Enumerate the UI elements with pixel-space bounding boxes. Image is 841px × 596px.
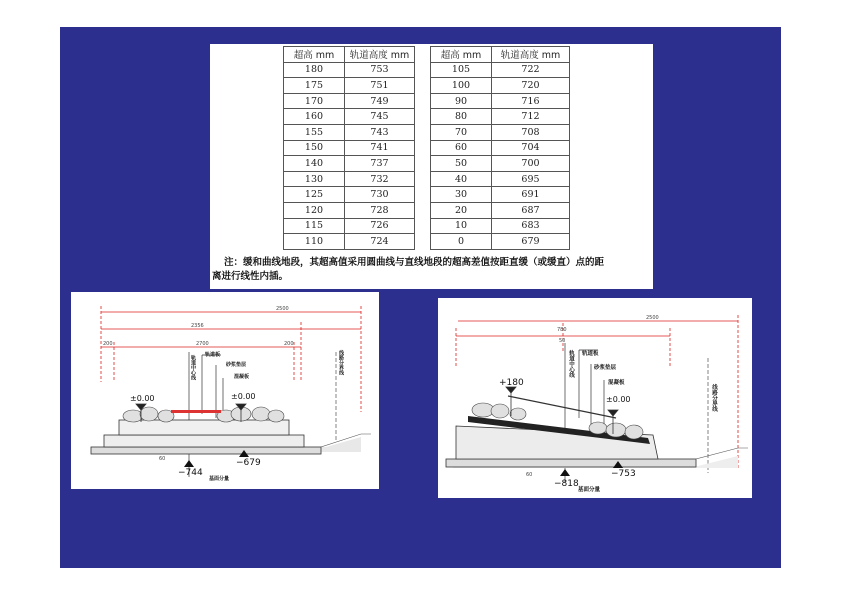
col-header-track-height: 轨道高度 mm [492,47,570,63]
roadbed [446,459,696,467]
dim-width-label: 2356 [191,323,204,329]
note-line-2: 离进行线性内插。 [212,271,289,282]
col-header-track-height: 轨道高度 mm [345,47,415,63]
table-row [431,218,570,234]
cell-track-height: 704 [492,140,570,156]
cell-superelevation: 80 [431,109,492,125]
label-edge: 线路分界线 [338,350,344,375]
table-row [284,93,415,109]
height-table-right [430,46,570,250]
small-dim: 60 [526,472,533,478]
elev-right: ±0.00 [231,392,256,401]
label-concrete: 混凝板 [234,374,250,380]
dim-side-left-label: 200 [103,341,113,347]
table-row [431,124,570,140]
label-center: 轨道中心线 [568,350,574,378]
note-line-1: 注：缓和曲线地段，其超高值采用圆曲线与直线地段的超高差值按距直缓（或缓直）点的距 [224,257,605,268]
track-slab [119,420,289,435]
elev-bottom-right: −753 [611,469,636,479]
label-edge: 线路分界线 [711,384,717,412]
cell-track-height: 691 [492,187,570,203]
cell-superelevation: 140 [284,156,345,172]
table-row [431,93,570,109]
label-pad: 轨道板 [205,352,221,358]
cell-track-height: 695 [492,171,570,187]
dim-small-label: 50 [559,338,566,344]
small-dim: 60 [159,456,166,462]
table-row [284,234,415,250]
dim-inner-label: 2700 [196,341,209,347]
table-row [431,78,570,94]
cell-track-height: 728 [345,202,415,218]
table-row [284,187,415,203]
elev-bottom-center: −744 [178,468,203,478]
elev-bottom-right: −679 [236,458,261,468]
table-row [284,156,415,172]
cell-track-height: 745 [345,109,415,125]
cell-track-height: 687 [492,202,570,218]
cross-section-superelevated [438,298,752,498]
table-row [284,109,415,125]
cell-superelevation: 0 [431,234,492,250]
label-concrete: 混凝板 [608,380,625,386]
cell-track-height: 741 [345,140,415,156]
cell-superelevation: 120 [284,202,345,218]
dim-total-label: 2500 [646,315,659,321]
table-row [431,171,570,187]
label-base: 基面分量 [209,476,230,482]
elev-bottom-center: −818 [554,479,579,489]
cell-superelevation: 110 [284,234,345,250]
table-row [431,187,570,203]
table-row [431,156,570,172]
table-panel [210,44,653,289]
cell-superelevation: 130 [284,171,345,187]
table-row [284,171,415,187]
cell-superelevation: 160 [284,109,345,125]
dim-total-label: 2500 [276,306,289,312]
interpolation-note [210,256,653,284]
cell-superelevation: 100 [431,78,492,94]
cell-superelevation: 50 [431,156,492,172]
cell-superelevation: 170 [284,93,345,109]
cell-track-height: 712 [492,109,570,125]
cell-superelevation: 115 [284,218,345,234]
label-mortar: 砂浆垫层 [226,362,247,368]
cell-track-height: 730 [345,187,415,203]
cell-superelevation: 105 [431,62,492,78]
cell-superelevation: 70 [431,124,492,140]
dim-center-label: 780 [557,327,567,333]
cell-superelevation: 150 [284,140,345,156]
elev-right: ±0.00 [606,395,631,404]
table-row [284,202,415,218]
col-header-superelevation: 超高 mm [431,47,492,63]
cell-superelevation: 175 [284,78,345,94]
cell-track-height: 683 [492,218,570,234]
roadbed [91,447,321,454]
rail-marker [171,410,221,413]
label-center: 轨道中心线 [190,355,196,380]
cell-track-height: 749 [345,93,415,109]
table-row [284,62,415,78]
table-row [284,218,415,234]
elev-left: ±0.00 [130,394,155,403]
cell-track-height: 679 [492,234,570,250]
height-table-left [283,46,415,250]
cell-track-height: 716 [492,93,570,109]
cell-track-height: 743 [345,124,415,140]
cell-track-height: 720 [492,78,570,94]
cell-track-height: 724 [345,234,415,250]
table-row [431,109,570,125]
cell-track-height: 737 [345,156,415,172]
cell-track-height: 700 [492,156,570,172]
cell-superelevation: 155 [284,124,345,140]
cell-superelevation: 180 [284,62,345,78]
label-mortar: 砂浆垫层 [594,365,617,371]
label-pad: 轨道板 [582,351,599,357]
cell-superelevation: 20 [431,202,492,218]
cell-track-height: 722 [492,62,570,78]
cell-track-height: 726 [345,218,415,234]
label-base: 基面分量 [578,487,601,493]
table-row [431,140,570,156]
cell-track-height: 732 [345,171,415,187]
cell-superelevation: 40 [431,171,492,187]
dim-side-right-label: 200 [284,341,294,347]
elev-left: +180 [499,378,524,388]
concrete-base [104,435,304,447]
cell-track-height: 751 [345,78,415,94]
table-row [284,78,415,94]
table-row [284,124,415,140]
cell-track-height: 708 [492,124,570,140]
table-row [284,140,415,156]
cell-track-height: 753 [345,62,415,78]
cell-superelevation: 90 [431,93,492,109]
cell-superelevation: 60 [431,140,492,156]
cell-superelevation: 125 [284,187,345,203]
table-row [431,234,570,250]
table-row [431,62,570,78]
cell-superelevation: 10 [431,218,492,234]
col-header-superelevation: 超高 mm [284,47,345,63]
cross-section-straight [71,292,379,489]
table-row [431,202,570,218]
cell-superelevation: 30 [431,187,492,203]
